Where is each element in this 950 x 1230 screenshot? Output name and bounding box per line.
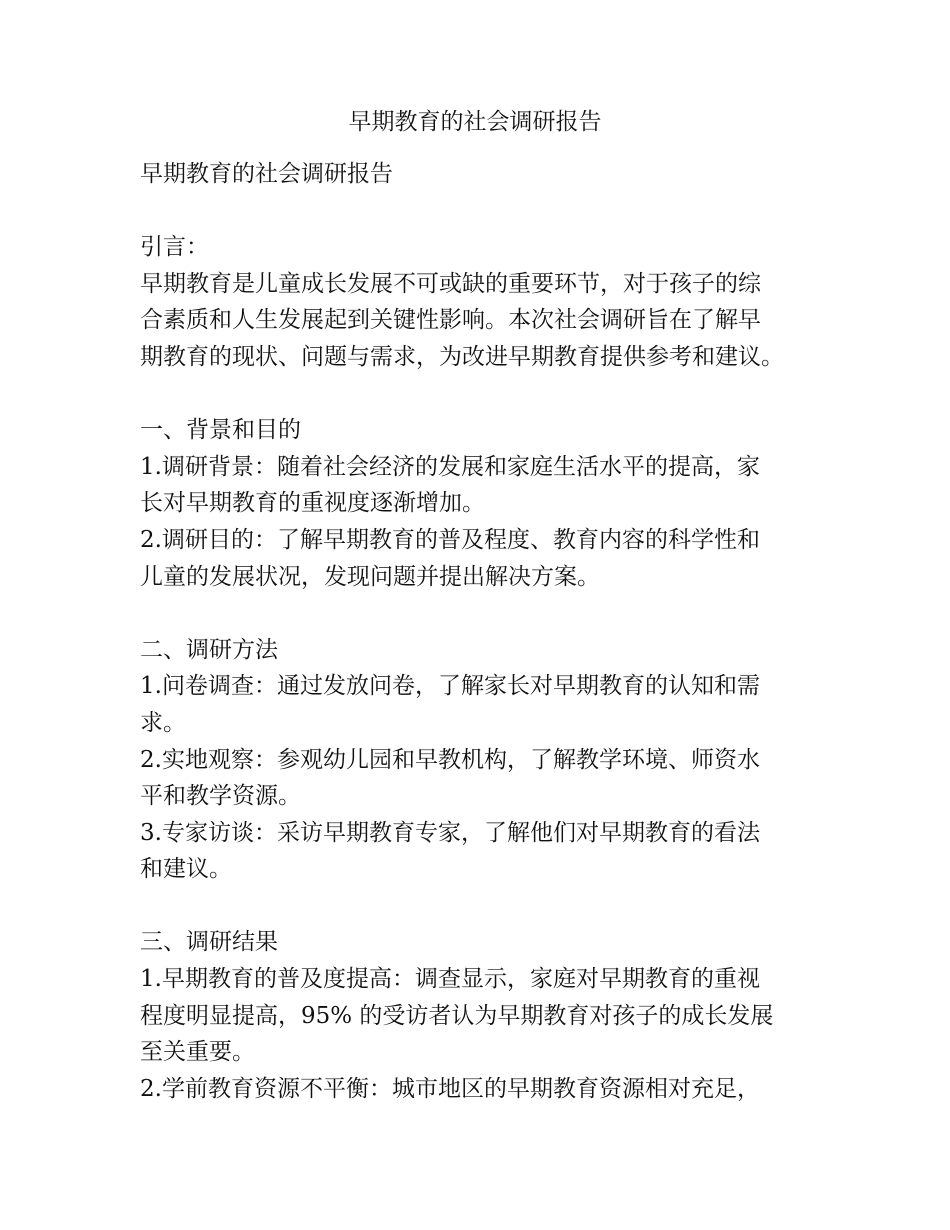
text-line: 长对早期教育的重视度逐渐增加。 xyxy=(140,490,485,517)
text-line: 和建议。 xyxy=(140,856,232,883)
blank-line xyxy=(140,193,830,230)
text-line: 1.调研背景：随着社会经济的发展和家庭生活水平的提高，家 xyxy=(140,453,760,480)
section-heading: 三、调研结果 xyxy=(140,929,278,956)
text-line: 平和教学资源。 xyxy=(140,783,301,810)
text-line: 期教育的现状、问题与需求，为改进早期教育提供参考和建议。 xyxy=(140,343,784,370)
text-line: 程度明显提高，95% 的受访者认为早期教育对孩子的成长发展 xyxy=(140,1002,774,1029)
document-body xyxy=(140,156,830,1107)
page-title: 早期教育的社会调研报告 xyxy=(348,109,602,135)
blank-line xyxy=(140,376,830,413)
text-line: 1.问卷调查：通过发放问卷，了解家长对早期教育的认知和需 xyxy=(140,673,760,700)
text-line: 求。 xyxy=(140,709,186,736)
text-line: 1.早期教育的普及度提高：调查显示，家庭对早期教育的重视 xyxy=(140,966,760,993)
text-line: 2.实地观察：参观幼儿园和早教机构，了解教学环境、师资水 xyxy=(140,746,760,773)
text-line: 合素质和人生发展起到关键性影响。本次社会调研旨在了解早 xyxy=(140,307,761,334)
text-line: 2.学前教育资源不平衡：城市地区的早期教育资源相对充足， xyxy=(140,1075,760,1102)
text-line: 2.调研目的：了解早期教育的普及程度、教育内容的科学性和 xyxy=(140,526,760,553)
blank-line xyxy=(140,595,830,632)
text-line: 早期教育的社会调研报告 xyxy=(140,161,393,187)
blank-line xyxy=(140,888,830,925)
section-heading: 一、背景和目的 xyxy=(140,417,301,444)
section-heading: 引言： xyxy=(140,234,209,261)
text-line: 3.专家访谈：采访早期教育专家，了解他们对早期教育的看法 xyxy=(140,819,760,846)
text-line: 至关重要。 xyxy=(140,1039,255,1066)
section-heading: 二、调研方法 xyxy=(140,636,278,663)
text-line: 儿童的发展状况，发现问题并提出解决方案。 xyxy=(140,563,600,590)
text-line: 早期教育是儿童成长发展不可或缺的重要环节，对于孩子的综 xyxy=(140,270,761,297)
